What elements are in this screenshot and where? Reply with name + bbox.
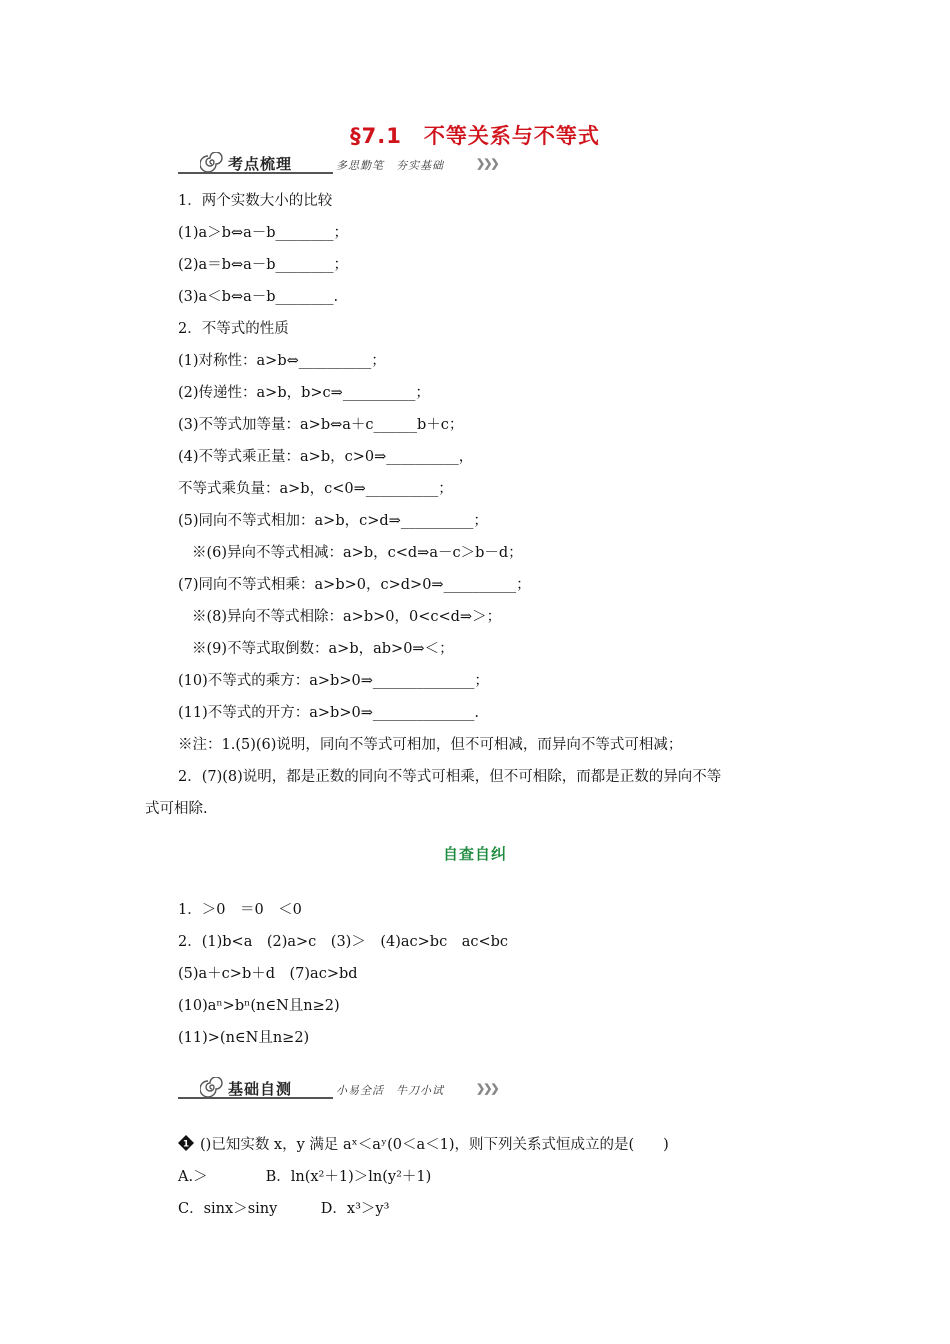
answer-line: 2．(1)b<a (2)a>c (3)＞ (4)ac>bc ac<bc [178, 934, 509, 950]
spiral-icon [200, 152, 224, 176]
answer-line: (11)>(n∈N且n≥2) [178, 1030, 310, 1046]
text-line: 式可相除. [145, 801, 208, 817]
text-line: (1)对称性：a>b⇔__________； [178, 353, 386, 369]
text-line: (4)不等式乘正量：a>b，c>0⇒__________， [178, 449, 474, 465]
text-line: (1)a＞b⇔a－b________； [178, 225, 349, 241]
text-line: (11)不等式的开方：a>b>0⇒______________. [178, 705, 479, 721]
banner-label: 考点梳理 [228, 155, 293, 173]
banner-kaodian [178, 150, 508, 180]
text-line: ※(9)不等式取倒数：a>b，ab>0⇒＜； [192, 641, 454, 657]
answer-line: 1．＞0 ＝0 ＜0 [178, 902, 302, 918]
text-line: ※(6)异向不等式相减：a>b，c<d⇒a－c＞b－d； [192, 545, 523, 561]
spiral-icon [200, 1077, 224, 1101]
text-line: 2．(7)(8)说明，都是正数的同向不等式可相乘，但不可相除，而都是正数的异向不等 [178, 769, 722, 785]
banner-label: 基础自测 [228, 1080, 293, 1098]
text-line: (3)a＜b⇔a－b________. [178, 289, 339, 305]
text-line: (3)不等式加等量：a>b⇔a＋c______b＋c； [178, 417, 464, 433]
text-line: (5)同向不等式相加：a>b，c>d⇒__________； [178, 513, 488, 529]
chevrons-icon: ❯❯❯ [476, 157, 498, 170]
question-number-icon [178, 1135, 194, 1151]
text-line: 2．不等式的性质 [178, 321, 289, 337]
text-line: 不等式乘负量：a>b，c<0⇒__________； [178, 481, 453, 497]
section-heading: 自查自纠 [442, 845, 507, 863]
chevrons-icon: ❯❯❯ [476, 1082, 498, 1095]
text-line: (2)a＝b⇔a－b________； [178, 257, 349, 273]
question-options: A.＞ B．ln(x²＋1)＞ln(y²＋1) [178, 1169, 432, 1185]
svg-text:1: 1 [182, 1139, 190, 1150]
question-options: C．sinx＞siny D．x³＞y³ [178, 1201, 390, 1217]
text-line: (10)不等式的乘方：a>b>0⇒______________； [178, 673, 489, 689]
text-line: (7)同向不等式相乘：a>b>0，c>d>0⇒__________； [178, 577, 531, 593]
banner-subtitle: 小易全活 牛刀小试 [336, 1084, 444, 1097]
question-stem: ()已知实数 x，y 满足 aˣ＜aʸ(0＜a＜1)，则下列关系式恒成立的是( ) [200, 1137, 669, 1153]
text-line: ※注：1.(5)(6)说明，同向不等式可相加，但不可相减，而异向不等式可相减； [178, 737, 683, 753]
banner-subtitle: 多思勤笔 夯实基础 [336, 159, 444, 172]
banner-jichu [178, 1075, 508, 1105]
answer-line: (5)a＋c>b＋d (7)ac>bd [178, 966, 358, 982]
answer-line: (10)aⁿ>bⁿ(n∈N且n≥2) [178, 998, 340, 1014]
question-stem-row [178, 1135, 669, 1155]
text-line: ※(8)异向不等式相除：a>b>0，0<c<d⇒＞； [192, 609, 502, 625]
page-title: §7.1 不等关系与不等式 [350, 124, 600, 148]
text-line: 1．两个实数大小的比较 [178, 193, 333, 209]
text-line: (2)传递性：a>b，b>c⇒__________； [178, 385, 430, 401]
